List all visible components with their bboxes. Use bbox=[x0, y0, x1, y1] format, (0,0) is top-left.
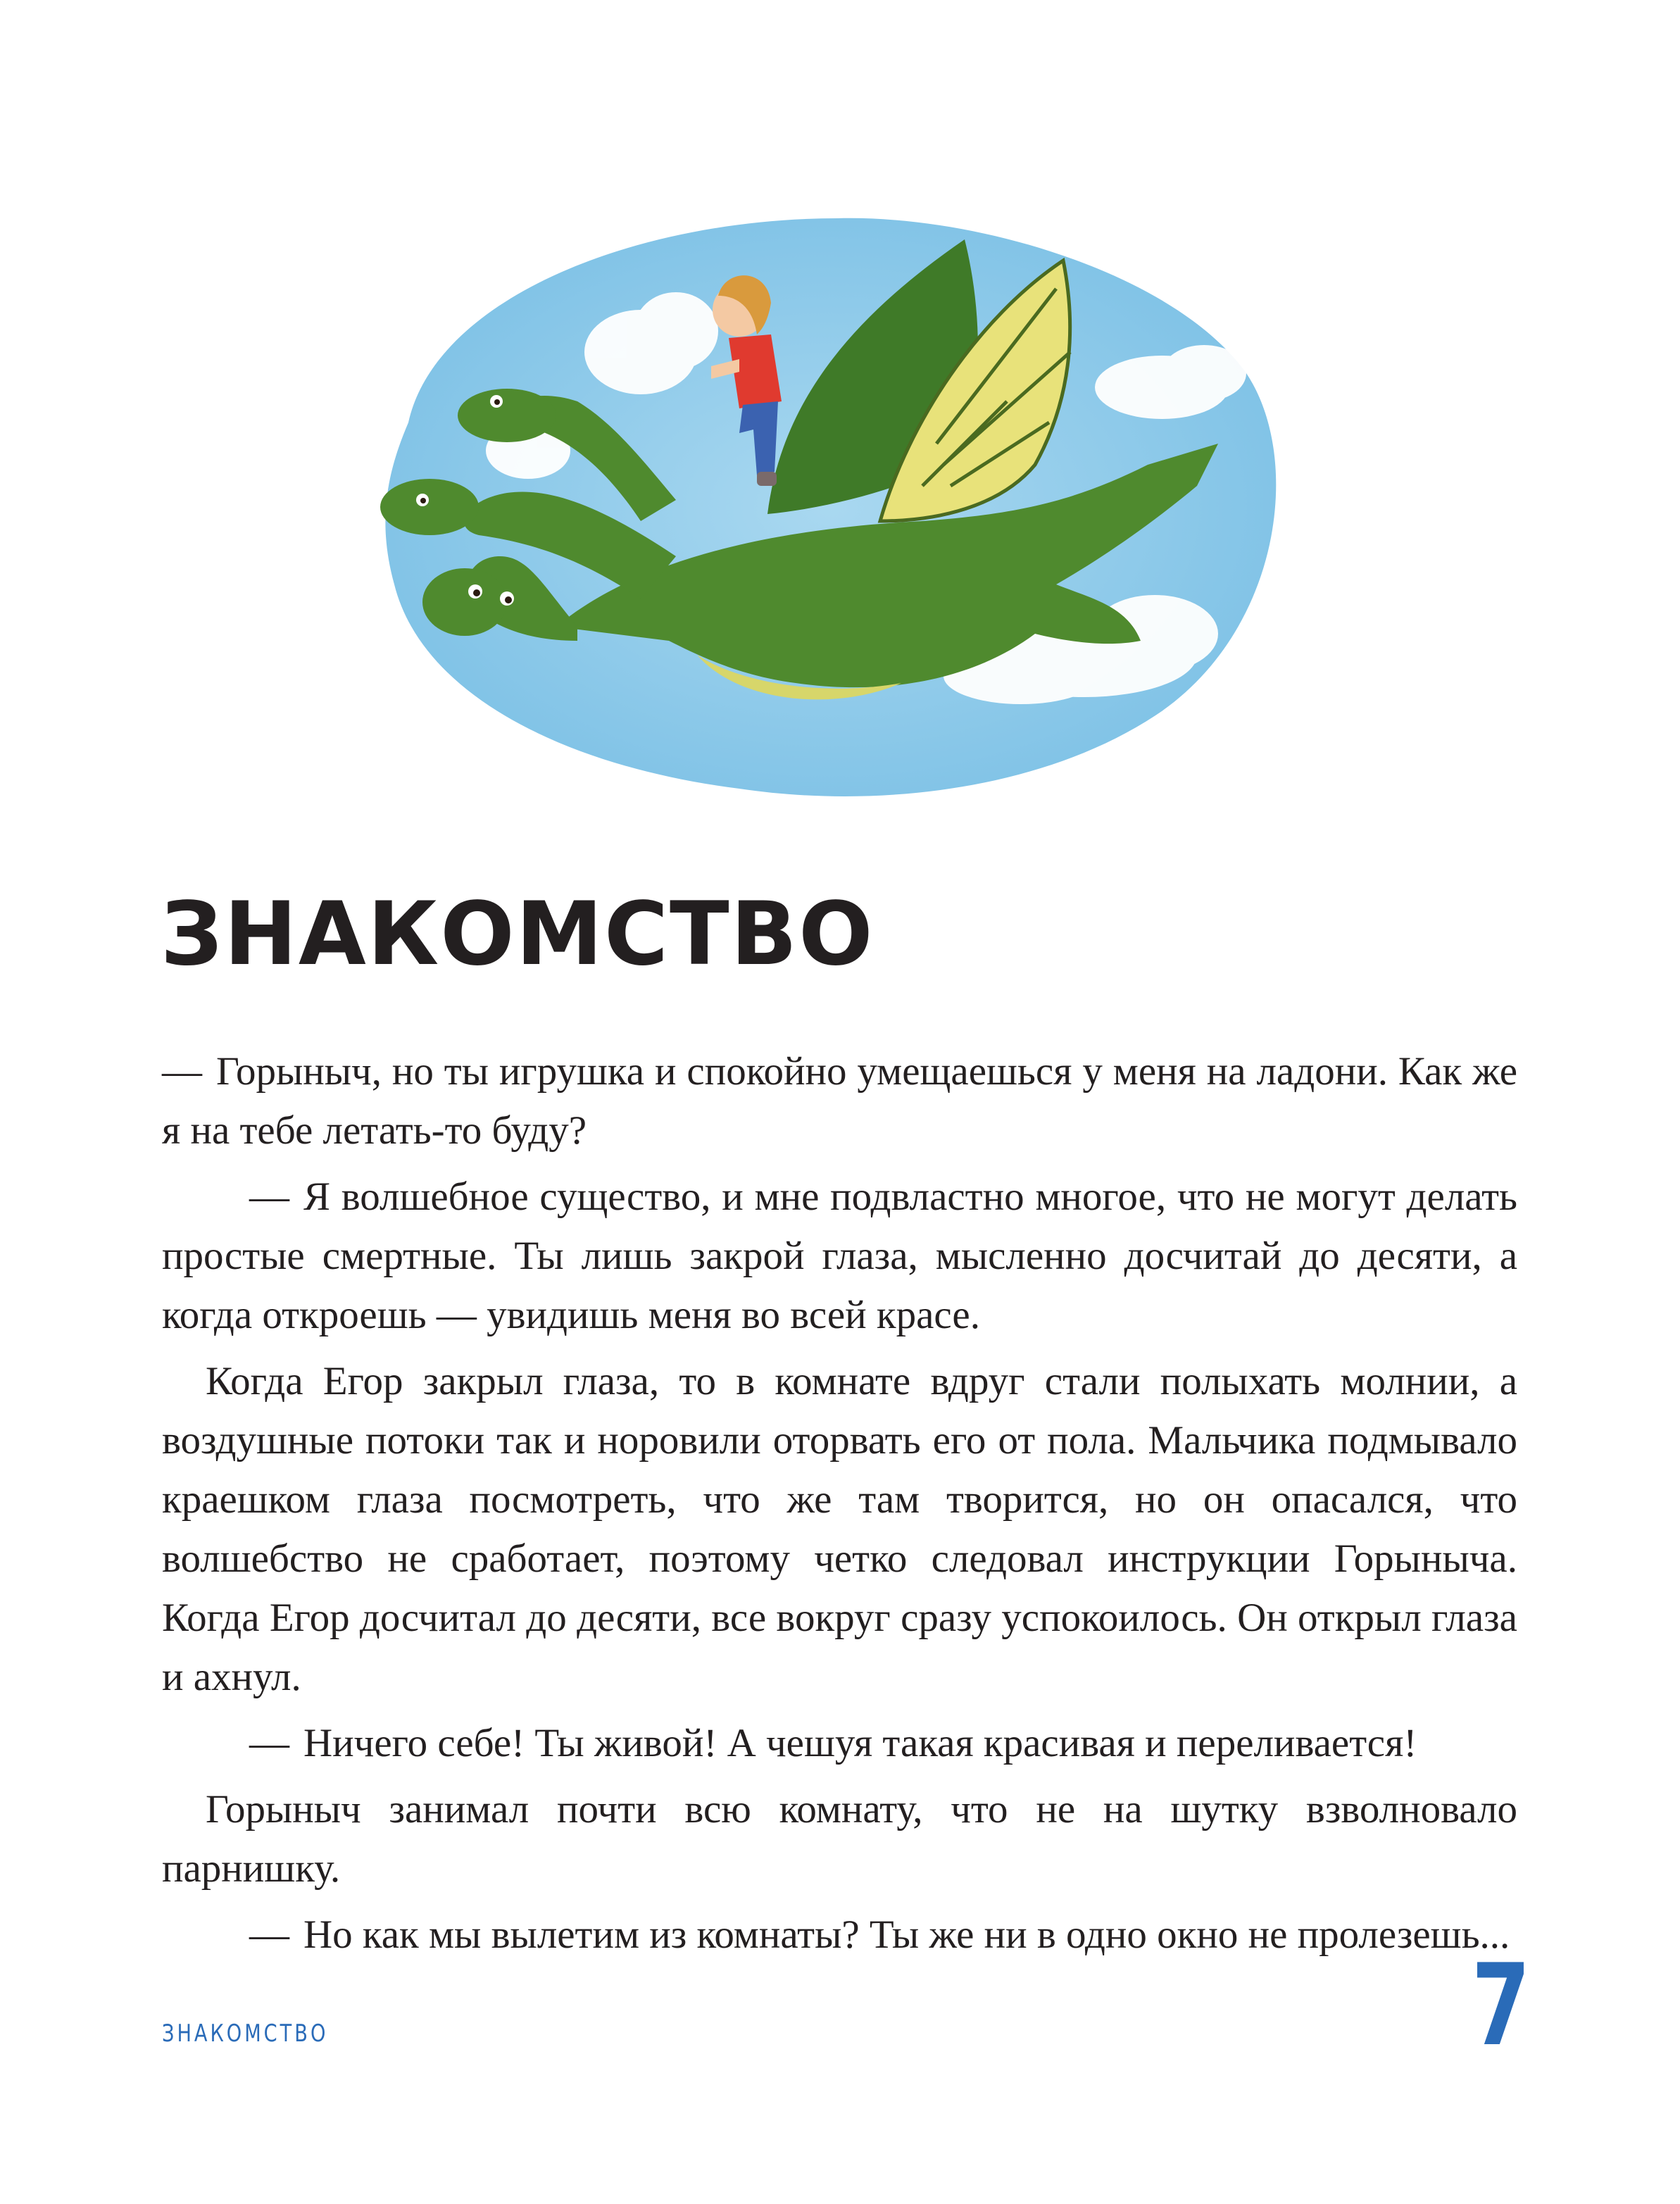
dialogue-dash: — bbox=[162, 1049, 202, 1094]
dialogue-dash: — bbox=[249, 1721, 289, 1765]
body-text bbox=[162, 1042, 1517, 1972]
paragraph bbox=[162, 1167, 1517, 1345]
paragraph-text: Горыныч занимал почти всю комнату, что не на шутку взволновало парнишку. bbox=[162, 1787, 1517, 1891]
paragraph-text: Горыныч, но ты игрушка и спокойно умещаешься у меня на ладони. Как же я на тебе летать-то буду? bbox=[162, 1049, 1517, 1153]
dialogue-dash: — bbox=[249, 1912, 289, 1957]
chapter-title: ЗНАКОМСТВО bbox=[161, 884, 875, 985]
illustration-graphic bbox=[345, 190, 1310, 817]
dialogue-dash: — bbox=[249, 1175, 289, 1219]
dragon-illustration bbox=[345, 190, 1310, 817]
page-number: 7 bbox=[1472, 1939, 1531, 2071]
paragraph bbox=[162, 1905, 1517, 1965]
paragraph-text: Я волшебное существо, и мне подвластно многое, что не могут делать простые смертные. Ты лишь закрой глаза, мысленно досчитай до десяти, а когда откроешь — увидишь меня во всей красе. bbox=[162, 1175, 1517, 1337]
paragraph bbox=[162, 1780, 1517, 1898]
paragraph bbox=[162, 1352, 1517, 1707]
paragraph bbox=[162, 1042, 1517, 1160]
running-head: ЗНАКОМСТВО bbox=[162, 2020, 329, 2048]
paragraph-text: Когда Егор закрыл глаза, то в комнате вдруг стали полыхать молнии, а воздушные потоки так и норовили оторвать его от пола. Мальчика подмывало краешком глаза посмотреть, что же там творится, но он опасался, что волшебство не сработает, поэтому четко следовал инструкции Горыныча. Когда Егор досчитал до десяти, все вокруг сразу успокоилось. Он открыл глаза и ахнул. bbox=[162, 1359, 1517, 1699]
paragraph-text: Ничего себе! Ты живой! А чешуя такая красивая и переливается! bbox=[303, 1721, 1417, 1765]
paragraph bbox=[162, 1714, 1517, 1773]
paragraph-text: Но как мы вылетим из комнаты? Ты же ни в одно окно не пролезешь... bbox=[303, 1912, 1510, 1957]
